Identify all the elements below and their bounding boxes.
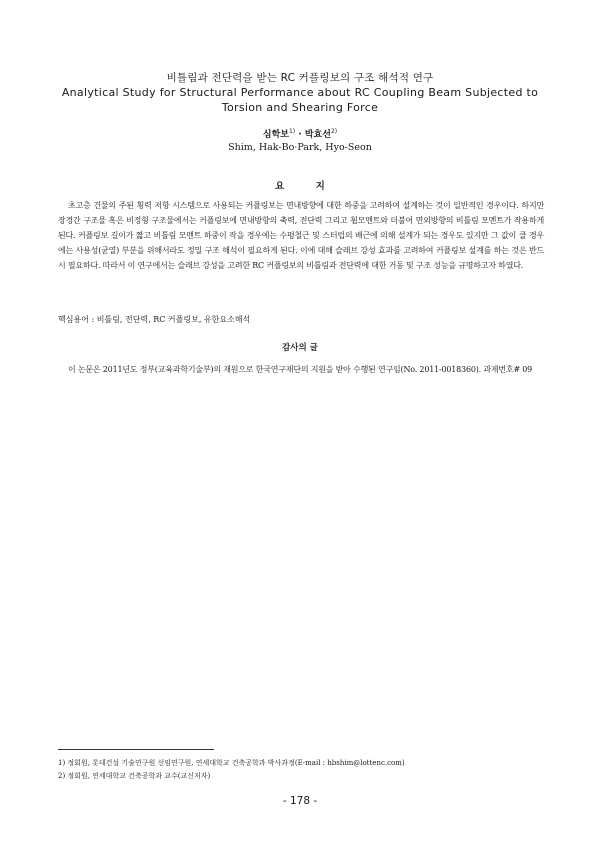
page-number: - 178 -: [282, 795, 318, 807]
footnote-2: 2) 정회원, 연세대학교 건축공학과 교수(교신저자): [58, 772, 211, 780]
author-separator: ·: [298, 130, 302, 140]
footnote-1: 1) 정회원, 롯데건설 기술연구원 선임연구원, 연세대학교 건축공학과 박사과정(E-mail : hbshim@lottenc.com): [58, 759, 405, 767]
abstract-heading: 요 지: [275, 181, 325, 192]
footnotes: [58, 757, 544, 783]
author-name: 심학보: [262, 130, 289, 140]
acknowledgement-body: 이 논문은 2011년도 정부(교육과학기술부)의 재원으로 한국연구재단의 지원을 받아 수행된 연구임(No. 2011-0018360). 과제번호# 09: [68, 365, 533, 374]
author-footnote-mark: 2): [330, 128, 338, 135]
footnote-divider: [58, 749, 214, 750]
keywords: 핵심용어 : 비틀림, 전단력, RC 커플링보, 유한요소해석: [58, 315, 251, 324]
author-footnote-mark: 1): [288, 128, 296, 135]
author-name: 박효선: [304, 130, 331, 140]
title-korean: 비틀림과 전단력을 받는 RC 커플링보의 구조 해석적 연구: [166, 72, 434, 84]
abstract-body: 초고층 건물의 주된 횡력 저항 시스템으로 사용되는 커플링보는 면내방향에 대한 하중을 고려하여 설계하는 것이 일반적인 경우이다. 하지만 장경간 구조물 혹은 비정형 구조물에서는 커플링보에 면내방향의 축력, 전단력 그리고 휨모멘트와 더불어 면외방향의 비틀림 모멘트가 작용하게 된다. 커플링보 길이가 짧고 비틀림 모멘트 하중이 작을 경우에는 수평철근 및 스터럽의 배근에 의해 설계가 되는 경우도 있지만 그 값이 클 경우에는 사용성(균열) 부분을 위해서라도 정밀 구조 해석이 필요하게 된다. 이에 대해 슬래브 강성 효과를 고려하여 커플링보 설계를 하는 것은 반드시 필요하다. 따라서 이 연구에서는 슬래브 강성을 고려한 RC 커플링보의 비틀림과 전단력에 대한 거동 및 구조 성능을 규명하고자 하였다.: [58, 201, 544, 270]
acknowledgement-heading: 감사의 글: [282, 343, 318, 353]
authors-korean: [0, 127, 600, 140]
authors-english: Shim, Hak-Bo·Park, Hyo-Seon: [228, 142, 372, 153]
title-english: Analytical Study for Structural Performance about RC Coupling Beam Subjected to Torsion and Shearing Force: [61, 86, 539, 114]
